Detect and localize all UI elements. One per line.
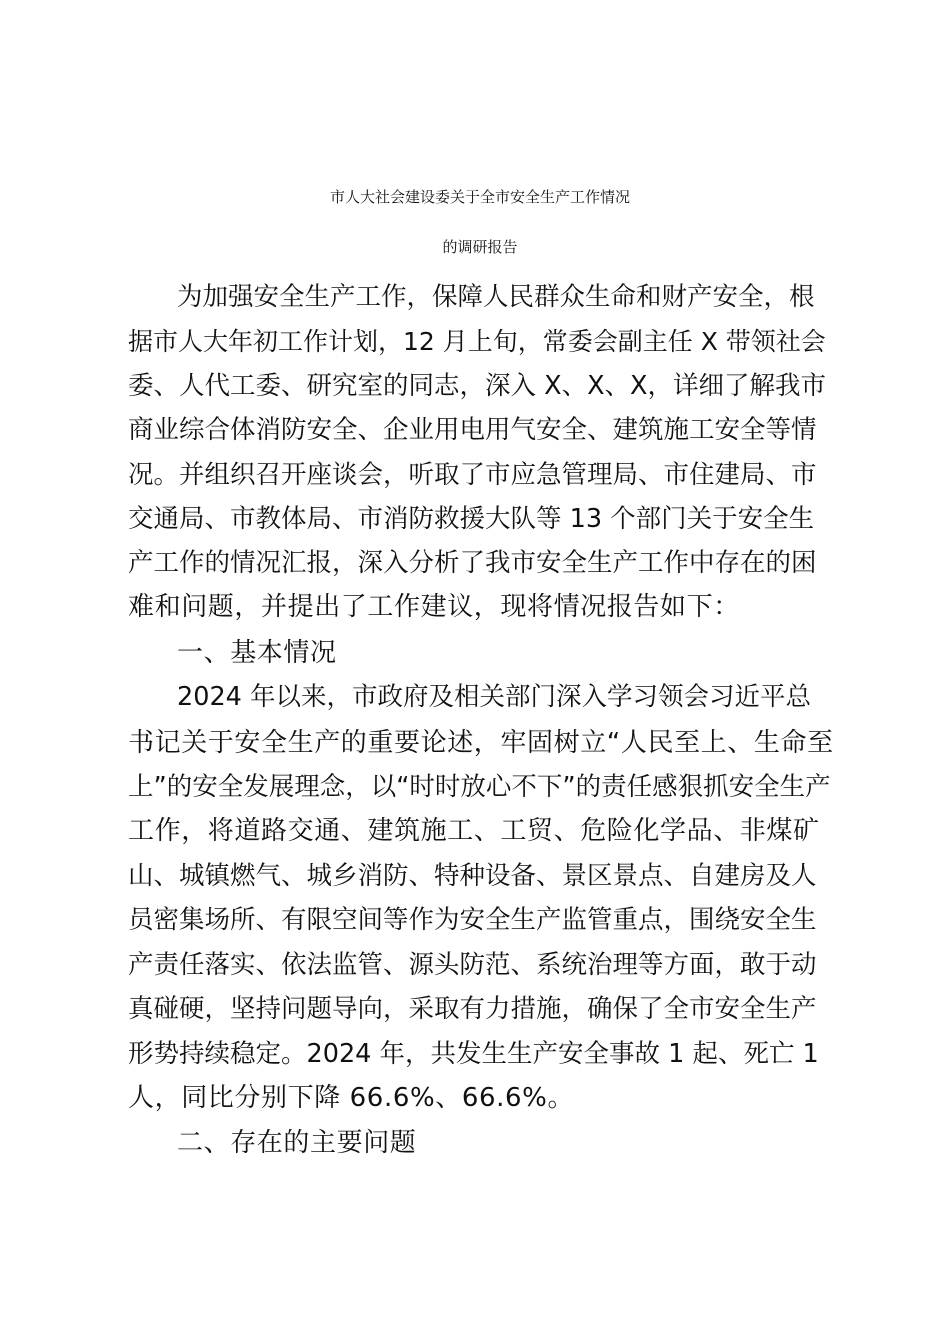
paragraph-2-line-1: 2024 年以来，市政府及相关部门深入学习领会习近平总: [177, 682, 812, 712]
paragraph-1-line-1: 为加强安全生产工作，保障人民群众生命和财产安全，根: [177, 282, 815, 312]
paragraph-2-line-9: 形势持续稳定。2024 年，共发生生产安全事故 1 起、死亡 1: [128, 1039, 819, 1069]
paragraph-1-line-6: 交通局、市教体局、市消防救援大队等 13 个部门关于安全生: [128, 504, 815, 534]
paragraph-2-line-10: 人，同比分别下降 66.6%、66.6%。: [128, 1083, 575, 1113]
paragraph-1-line-8: 难和问题，并提出了工作建议，现将情况报告如下：: [128, 592, 740, 622]
paragraph-2-line-7: 产责任落实、依法监管、源头防范、系统治理等方面，敢于动: [128, 950, 817, 980]
paragraph-1-line-5: 况。并组织召开座谈会，听取了市应急管理局、市住建局、市: [128, 460, 817, 490]
paragraph-2-line-6: 员密集场所、有限空间等作为安全生产监管重点，围绕安全生: [128, 905, 817, 935]
section-heading-main-problems: 二、存在的主要问题: [177, 1128, 417, 1158]
paragraph-2-line-4: 工作，将道路交通、建筑施工、工贸、危险化学品、非煤矿: [128, 816, 820, 846]
paragraph-2-line-3: 上”的安全发展理念，以“时时放心不下”的责任感狠抓安全生产: [128, 772, 831, 802]
paragraph-2-line-8: 真碰硬，坚持问题导向，采取有力措施，确保了全市安全生产: [128, 994, 817, 1024]
paragraph-2-line-2: 书记关于安全生产的重要论述，牢固树立“人民至上、生命至: [128, 728, 834, 758]
paragraph-1-line-3: 委、人代工委、研究室的同志，深入 X、X、X，详细了解我市: [128, 371, 827, 401]
section-heading-basic-situation: 一、基本情况: [177, 638, 337, 668]
paragraph-1-line-7: 产工作的情况汇报，深入分析了我市安全生产工作中存在的困: [128, 548, 817, 578]
paragraph-1-line-4: 商业综合体消防安全、企业用电用气安全、建筑施工安全等情: [128, 415, 817, 445]
document-title-line-1: 市人大社会建设委关于全市安全生产工作情况: [329, 188, 630, 206]
document-title-line-2: 的调研报告: [442, 238, 518, 256]
paragraph-2-line-5: 山、城镇燃气、城乡消防、特种设备、景区景点、自建房及人: [128, 861, 817, 891]
paragraph-1-line-2: 据市人大年初工作计划，12 月上旬，常委会副主任 X 带领社会: [128, 327, 826, 356]
